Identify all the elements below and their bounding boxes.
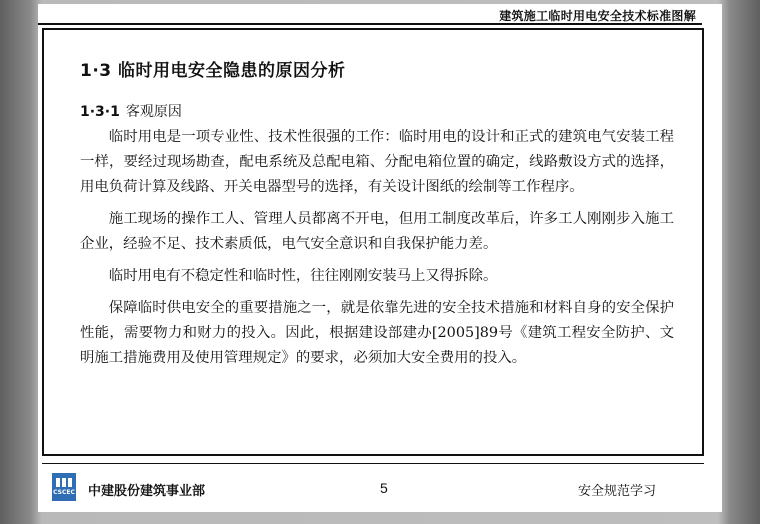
paragraph: 施工现场的操作工人、管理人员都离不开电，但用工制度改革后，许多工人刚刚步入施工企业，经验不足、技术素质低，电气安全意识和自我保护能力差。	[80, 211, 674, 252]
header-title: 建筑施工临时用电安全技术标准图解	[499, 9, 696, 23]
page-number: 5	[380, 480, 388, 496]
paragraph: 保障临时供电安全的重要措施之一，就是依靠先进的安全技术措施和材料自身的安全保护性能，需要物力和财力的投入。因此，根据建设部建办[2005]89号《建筑工程安全防护、文明施工措施费用及使用管理规定》的要求，必须加大安全费用的投入。	[80, 300, 674, 366]
footer-caption: 安全规范学习	[577, 484, 656, 499]
body-text	[80, 125, 674, 378]
company-logo-icon: CSCEC	[52, 473, 76, 501]
paragraph: 临时用电有不稳定性和临时性，往往刚刚安装马上又得拆除。	[108, 268, 498, 284]
company-name: 中建股份建筑事业部	[88, 484, 206, 499]
section-title	[80, 56, 346, 81]
section-number: 1·3	[80, 61, 112, 81]
subsection-heading: 客观原因	[125, 104, 182, 120]
slide-page	[38, 4, 722, 512]
subsection-title	[80, 101, 182, 121]
section-heading: 临时用电安全隐患的原因分析	[118, 61, 346, 81]
subsection-number: 1·3·1	[80, 104, 120, 120]
header-divider	[38, 23, 702, 25]
paragraph: 临时用电是一项专业性、技术性很强的工作：临时用电的设计和正式的建筑电气安装工程一样，要经过现场勘查，配电系统及总配电箱、分配电箱位置的确定，线路敷设方式的选择，用电负荷计算及线路、开关电器型号的选择，有关设计图纸的绘制等工作程序。	[80, 129, 674, 195]
footer-divider	[42, 463, 704, 464]
